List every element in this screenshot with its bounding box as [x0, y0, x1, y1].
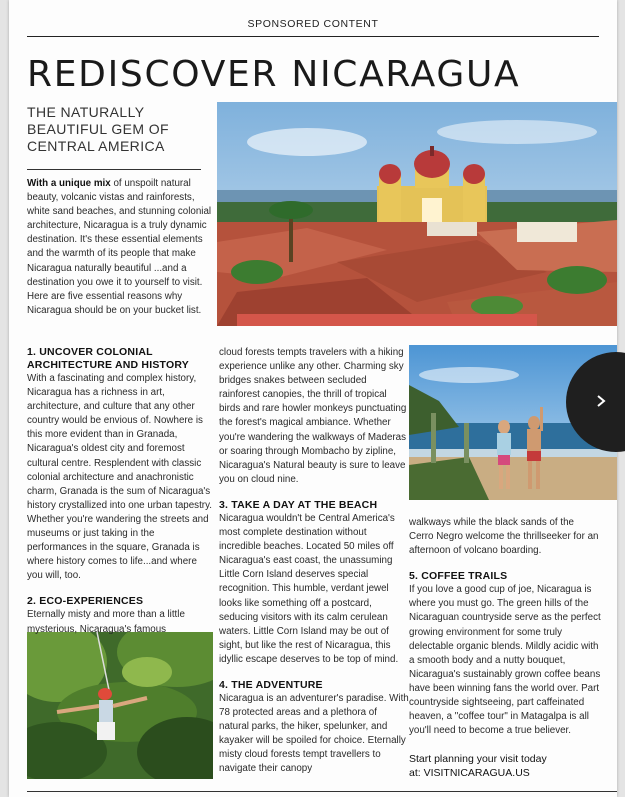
- cta-line-2: at: VISITNICARAGUA.US: [409, 767, 530, 780]
- magazine-page: [9, 0, 617, 797]
- section-4-text-start: Nicaragua is an adventurer's paradise. With 78 protected areas and a plethora of natural parks, the hiker, spelunker, and kayaker will be spoiled for choice. Eternally misty cloud forests tempt travellers to navigate their canopy: [219, 692, 409, 775]
- section-4-heading: 4. THE ADVENTURE: [219, 678, 323, 691]
- section-1-heading: 1. UNCOVER COLONIAL ARCHITECTURE AND HISTORY: [27, 346, 189, 371]
- intro-paragraph: [27, 177, 213, 318]
- section-4-text-continued: walkways while the black sands of the Cerro Negro welcome the thrillseeker for an afternoon of volcano boarding.: [409, 517, 599, 557]
- chevron-right-icon: [594, 394, 608, 408]
- section-2-text-start: Eternally misty and more than a little mysterious, Nicaragua's famous: [27, 609, 185, 635]
- section-3-text: Nicaragua wouldn't be Central America's most complete destination without incredible beaches. Located 50 miles off Nicaragua's east coast, the unassuming Little Corn Island deserves special recognition. This humble, verdant jewel looks like something off a postcard, seducing visitors with its calm cerulean waters. Little Corn Island may be out of sight, but like the rest of Nicaragua, this idyllic escape deserves to be top of mind.: [219, 512, 399, 665]
- column-3: [409, 516, 601, 780]
- intro-text: of unspoilt natural beauty, volcanic vistas and rainforests, white sand beaches, and stunning colonial architecture, Nicaragua is a truly dynamic destination. It's these essential elements and the warmth of its people that make Nicaragua naturally beautiful ...and a destination you owe it to yourself to visit. Here are five essential reasons why Nicaragua should be on your bucket list.: [27, 178, 212, 316]
- sponsored-label: SPONSORED CONTENT: [247, 18, 379, 30]
- zipline-photo: [27, 632, 213, 779]
- bottom-rule: [27, 791, 617, 792]
- section-5-text: If you love a good cup of joe, Nicaragua is where you must go. The green hills of the Nicaraguan countryside serve as the perfect growing environment for some truly delectable organic blends. Mildly acidic with a smooth body and a nutty bouquet, Nicaragua's sustainably grown coffee beans have been winning fans the world over. Part countryside sightseeing, part caffeinated heaven, a "coffee tour" in Matagalpa is all you'll need to become a true believer.: [409, 584, 601, 737]
- page-subtitle: THE NATURALLY BEAUTIFUL GEM OF CENTRAL AMERICA: [27, 104, 170, 154]
- column-1: [27, 346, 213, 637]
- cta-line-1: Start planning your visit today: [409, 753, 547, 766]
- column-2: [219, 346, 409, 777]
- granada-cathedral-photo: [217, 102, 617, 326]
- intro-lead: With a unique mix: [27, 178, 111, 189]
- call-to-action: [409, 752, 601, 780]
- section-1-text: With a fascinating and complex history, Nicaragua has a richness in art, architecture, and culture that any other country would be envious of. Nowhere is this more evident than in Granada, Nicaragua's oldest city and foremost cultural centre. Resplendent with classic colonial architecture and anachronistic charm, Granada is the sum of Nicaragua's history crystallized into one urban tapestry. Whether you're wandering the streets and museums or just taking in the performances in the square, Granada is where history comes to life...and where you will, too.: [27, 373, 212, 582]
- section-3-heading: 3. TAKE A DAY AT THE BEACH: [219, 498, 378, 511]
- subtitle-rule: [27, 169, 201, 170]
- section-2-text-continued: cloud forests tempts travelers with a hiking experience unlike any other. Charming sky bridges snakes between secluded rainforest canopies, the thrill of tropical birds and rare howler monkeys punctuating the forest's magical ambiance. Whether you're wandering the walkways of Maderas or soaring through Mombacho by zipline, Nicaragua's Natural beauty is sure to leave you on cloud nine.: [219, 347, 407, 485]
- page-headline: REDISCOVER NICARAGUA: [27, 54, 521, 95]
- top-rule: [27, 36, 599, 37]
- section-2-heading: 2. ECO-EXPERIENCES: [27, 595, 144, 608]
- section-5-heading: 5. COFFEE TRAILS: [409, 570, 508, 583]
